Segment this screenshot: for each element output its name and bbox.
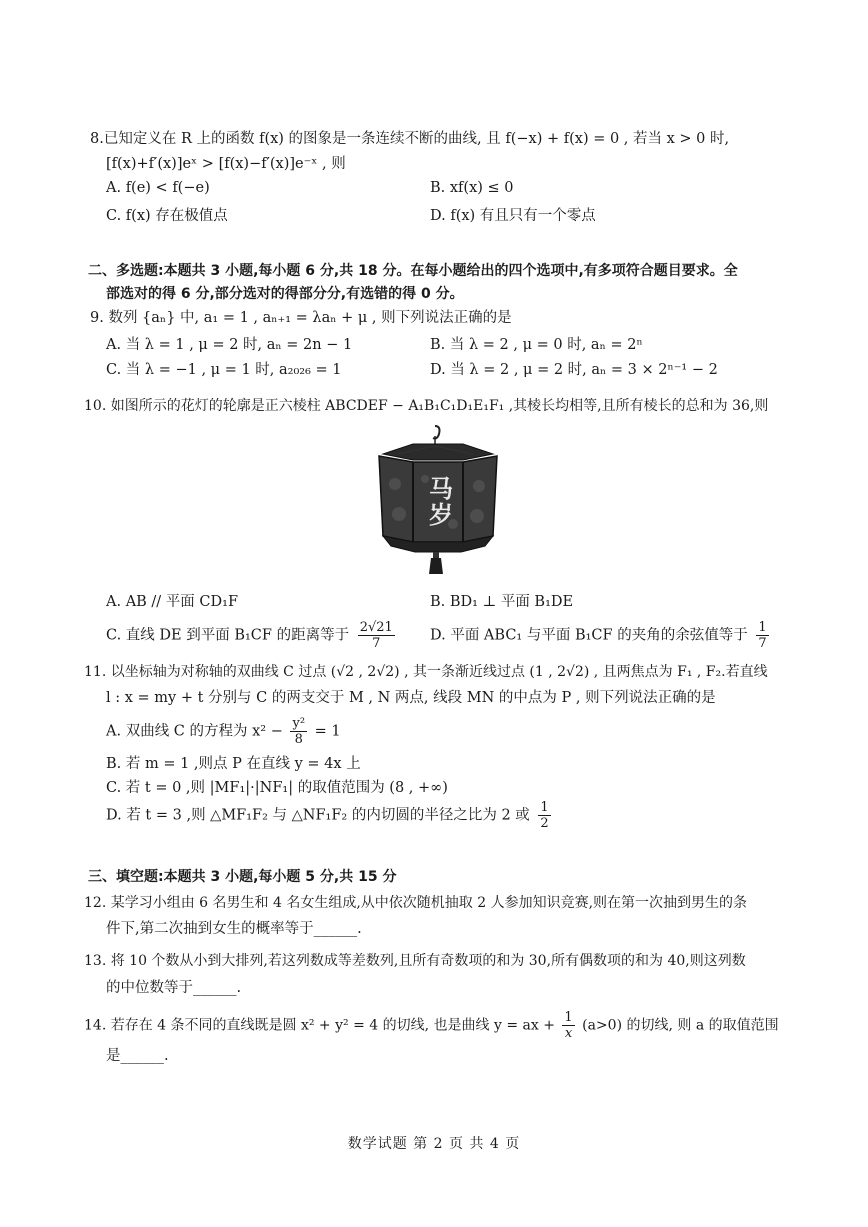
q10-option-d [430,620,769,651]
q13-stem-line2: 的中位数等于______. [106,980,242,996]
q11-option-a-text: A. 双曲线 C 的方程为 x² − [106,723,283,740]
fraction-numerator: y² [292,716,306,731]
q14-stem-line1 [84,1010,779,1041]
q8-stem-line2: [f(x)+f′(x)]eˣ > [f(x)−f′(x)]e⁻ˣ , 则 [106,156,346,172]
q10-option-d-text: D. 平面 ABC₁ 与平面 B₁CF 的夹角的余弦值等于 [430,627,748,644]
q14-fraction [562,1010,574,1041]
q11-option-b: B. 若 m = 1 ,则点 P 在直线 y = 4x 上 [106,756,361,772]
q8-option-d: D. f(x) 有且只有一个零点 [430,208,596,224]
q13-stem-line1: 13. 将 10 个数从小到大排列,若这列数成等差数列,且所有奇数项的和为 30,所有偶数项的和为 40,则这列数 [84,953,746,969]
q9-option-b: B. 当 λ = 2 , μ = 0 时, aₙ = 2ⁿ [430,337,643,353]
q11-option-a [106,716,341,747]
section2-title-line2: 部选对的得 6 分,部分选对的得部分分,有选错的得 0 分。 [106,286,464,302]
q8-option-c: C. f(x) 存在极值点 [106,208,228,224]
q11-option-d [106,800,551,831]
q8-stem-line1: 8.已知定义在 R 上的函数 f(x) 的图象是一条连续不断的曲线, 且 f(−x) + f(x) = 0 , 若当 x > 0 时, [90,131,730,147]
q14-stem-line2: 是______. [106,1048,169,1064]
q14-stem-text: 14. 若存在 4 条不同的直线既是圆 x² + y² = 4 的切线, 也是曲线 y = ax + [84,1017,555,1034]
fraction-denominator: 2 [540,816,549,831]
q9-option-d: D. 当 λ = 2 , μ = 2 时, aₙ = 3 × 2ⁿ⁻¹ − 2 [430,362,718,378]
fraction-numerator: 2√21 [359,620,393,635]
fraction-denominator: 8 [294,732,303,747]
q11-option-a-fraction [290,716,307,747]
q14-stem-suffix: (a>0) 的切线, 则 a 的取值范围 [582,1017,779,1034]
q8-option-a: A. f(e) < f(−e) [106,180,210,196]
q11-stem-line1: 11. 以坐标轴为对称轴的双曲线 C 过点 (√2 , 2√2) , 其一条渐近线过点 (1 , 2√2) , 且两焦点为 F₁ , F₂.若直线 [84,664,768,680]
fraction-numerator: 1 [758,620,767,635]
fraction-denominator: 7 [758,636,767,651]
q11-option-c: C. 若 t = 0 ,则 |MF₁|·|NF₁| 的取值范围为 (8 , +∞) [106,780,448,796]
q9-option-c: C. 当 λ = −1 , μ = 1 时, a₂₀₂₆ = 1 [106,362,342,378]
q9-option-a: A. 当 λ = 1 , μ = 2 时, aₙ = 2n − 1 [106,337,353,353]
q11-option-d-text: D. 若 t = 3 ,则 △MF₁F₂ 与 △NF₁F₂ 的内切圆的半径之比为 2 或 [106,807,530,824]
page-footer: 数学试题 第 2 页 共 4 页 [347,1136,521,1152]
q11-option-a-suffix: = 1 [314,723,341,740]
q10-option-b: B. BD₁ ⊥ 平面 B₁DE [430,594,574,610]
q9-stem: 9. 数列 {aₙ} 中, a₁ = 1 , aₙ₊₁ = λaₙ + μ , 则下列说法正确的是 [90,310,512,326]
q10-option-c-text: C. 直线 DE 到平面 B₁CF 的距离等于 [106,627,350,644]
q10-option-c [106,620,395,651]
q12-stem-line2: 件下,第二次抽到女生的概率等于______. [106,921,362,937]
q12-stem-line1: 12. 某学习小组由 6 名男生和 4 名女生组成,从中依次随机抽取 2 人参加知识竞赛,则在第一次抽到男生的条 [84,895,748,911]
fraction-numerator: 1 [540,800,549,815]
section2-title-line1: 二、多选题:本题共 3 小题,每小题 6 分,共 18 分。在每小题给出的四个选项中,有多项符合题目要求。全 [88,263,738,279]
lantern-figure [373,424,503,574]
fraction-numerator: 1 [564,1010,573,1025]
q10-option-d-fraction [756,620,768,651]
q11-stem-line2: l : x = my + t 分别与 C 的两支交于 M , N 两点, 线段 MN 的中点为 P , 则下列说法正确的是 [106,690,716,706]
section3-title: 三、填空题:本题共 3 小题,每小题 5 分,共 15 分 [88,869,397,885]
q10-stem: 10. 如图所示的花灯的轮廓是正六棱柱 ABCDEF − A₁B₁C₁D₁E₁F₁ ,其棱长均相等,且所有棱长的总和为 36,则 [84,398,769,414]
q10-option-a: A. AB // 平面 CD₁F [106,594,239,610]
lantern-characters: 马岁 [429,474,453,529]
fraction-denominator: 7 [372,636,381,651]
fraction-denominator: x [564,1026,573,1041]
q10-option-c-fraction [358,620,395,651]
q11-option-d-fraction [538,800,550,831]
q8-option-b: B. xf(x) ≤ 0 [430,180,514,196]
